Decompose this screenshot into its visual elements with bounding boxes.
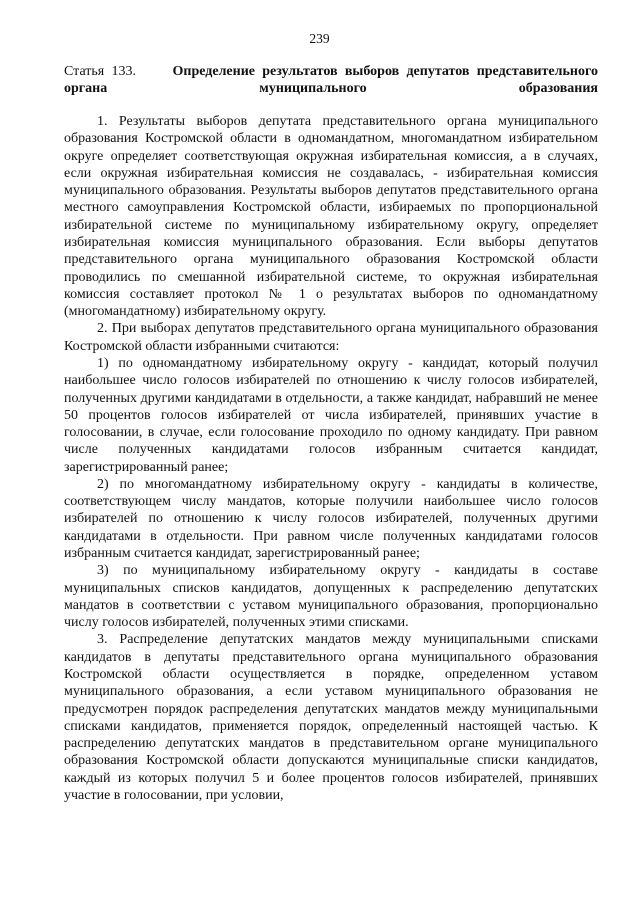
paragraph-2: 2. При выборах депутатов представительного органа муниципального образования Костромской области избранными считаются:: [64, 321, 598, 354]
article-title: Определение результатов выборов депутатов представительного органа муниципального образования: [64, 64, 598, 97]
article-number: Статья 133.: [64, 64, 137, 79]
article-body: [64, 113, 598, 804]
paragraph-2-item-1: 1) по одномандатному избирательному округу - кандидат, который получил наибольшее число голосов избирателей по отношению к числу голосов избирателей, полученных другими кандидатами в отдельности, а также кандидат, набравший не менее 50 процентов голосов избирателей от числа избирателей, принявших участие в голосовании, в случае, если голосование проходило по одному кандидату. При равном числе полученных кандидатами голосов избранным считается кандидат, зарегистрированный ранее;: [64, 355, 598, 475]
paragraph-3: 3. Распределение депутатских мандатов между муниципальными списками кандидатов в депутаты представительного органа муниципального образования Костромской области осуществляется в порядке, определенном уставом муниципального образования, а если уставом муниципального образования не предусмотрен порядок распределения депутатских мандатов между муниципальными списками кандидатов, применяется порядок, определенный настоящей частью. К распределению депутатских мандатов в представительном органе муниципального образования Костромской области допускаются муниципальные списки кандидатов, каждый из которых получил 5 и более процентов голосов избирателей, принявших участие в голосовании, при условии,: [64, 632, 598, 803]
page-number: 239: [309, 31, 330, 46]
paragraph-1: 1. Результаты выборов депутата представительного органа муниципального образования Костромской области в одномандатном, многомандатном избирательном округе определяет соответствующая окружная избирательная комиссия, а в случаях, если окружная избирательная комиссия не создавалась, - избирательная комиссия муниципального образования. Результаты выборов депутатов представительного органа местного самоуправления Костромской области, избираемых по пропорциональной избирательной системе по муниципальному избирательному округу, определяет избирательная комиссия муниципального образования. Если выборы депутатов представительного органа муниципального образования Костромской области проводились по смешанной избирательной системе, то окружная избирательная комиссия составляет протокол № 1 о результатах выборов по одномандатному (многомандатному) избирательному округу.: [64, 114, 598, 320]
article-heading: [64, 63, 598, 98]
paragraph-2-item-3: 3) по муниципальному избирательному округу - кандидаты в составе муниципальных списков кандидатов, допущенных к распределению депутатских мандатов в соответствии с уставом муниципального образования, пропорционально числу голосов избирателей, полученных этими списками.: [64, 563, 598, 631]
paragraph-2-item-2: 2) по многомандатному избирательному округу - кандидаты в количестве, соответствующем числу мандатов, которые получили наибольшее число голосов избирателей по отношению к числу голосов избирателей, полученных другими кандидатами в отдельности. При равном числе полученных кандидатами голосов избранным считается кандидат, зарегистрированный ранее;: [64, 476, 598, 562]
article-heading-line-1: [64, 63, 598, 98]
